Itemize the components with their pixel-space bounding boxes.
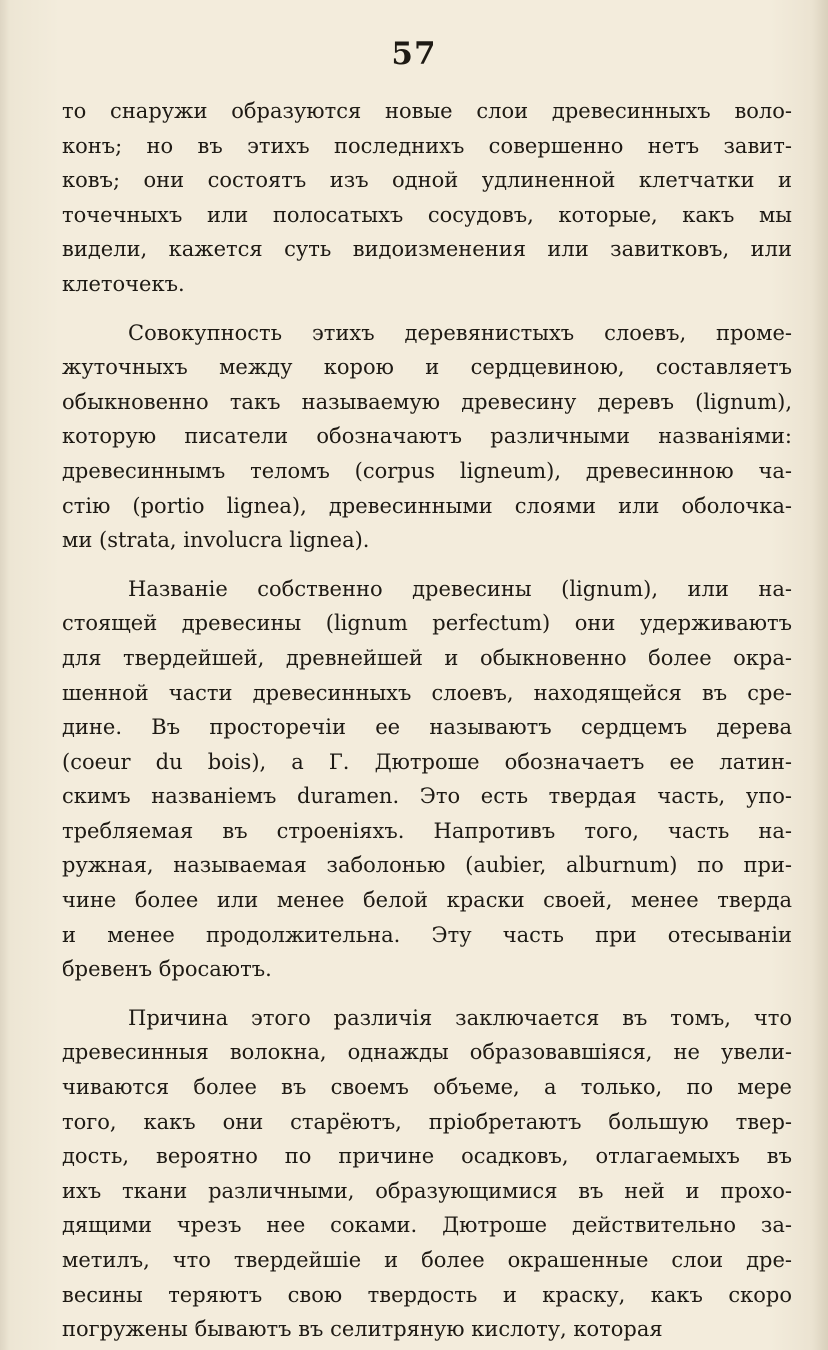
text-line: шенной части древесинныхъ слоевъ, находящейся въ сре- (62, 680, 792, 705)
text-line: обыкновенно такъ называемую древесину деревъ (lignum), (62, 389, 792, 414)
text-line: для твердейшей, древнейшей и обыкновенно более окра- (62, 645, 792, 670)
text-line: весины теряютъ свою твердость и краску, какъ скоро (62, 1282, 792, 1307)
text-line: дость, вероятно по причине осадковъ, отлагаемыхъ въ (62, 1144, 792, 1169)
text-line: то снаружи образуются новые слои древесинныхъ воло- (62, 99, 792, 123)
text-line: погружены бываютъ въ селитряную кислоту, которая (62, 1317, 663, 1342)
text-line: и менее продолжительна. Эту часть при отесываніи (62, 922, 792, 947)
text-line: (coeur du bois), а Г. Дютроше обозначаетъ ее латин- (62, 749, 792, 774)
text-line: того, какъ они старёютъ, пріобретаютъ большую твер- (62, 1109, 792, 1134)
text-line: древесиннымъ теломъ (corpus ligneum), древесинною ча- (62, 458, 792, 483)
text-line: конъ; но въ этихъ последнихъ совершенно нетъ завит- (62, 133, 792, 158)
text-line: ми (strata, involucra lignea). (62, 528, 370, 553)
paragraph (62, 572, 792, 987)
text-line: стоящей древесины (lignum perfectum) они удерживаютъ (62, 611, 792, 636)
text-line: требляемая въ строеніяхъ. Напротивъ того, часть на- (62, 818, 792, 843)
text-line: точечныхъ или полосатыхъ сосудовъ, которые, какъ мы (62, 202, 792, 227)
text-line: стію (portio lignea), древесинными слоями или оболочка- (62, 493, 792, 518)
text-line: ковъ; они состоятъ изъ одной удлиненной клетчатки и (62, 168, 792, 193)
text-line: Причина этого различія заключается въ томъ, что (128, 1005, 792, 1030)
paragraph (62, 316, 792, 558)
text-line: видели, кажется суть видоизменения или завитковъ, или (62, 237, 792, 262)
text-line: Совокупность этихъ деревянистыхъ слоевъ, проме- (128, 320, 792, 345)
text-line: чиваются более въ своемъ объеме, а только, по мере (62, 1075, 792, 1100)
paragraph-gap (62, 987, 792, 1001)
text-line: скимъ названіемъ duramen. Это есть твердая часть, упо- (62, 784, 792, 809)
paragraph-gap (62, 558, 792, 572)
paragraph (62, 94, 792, 302)
text-line: метилъ, что твердейшіе и более окрашенные слои дре- (62, 1248, 792, 1272)
text-line: жуточныхъ между корою и сердцевиною, составляетъ (62, 355, 792, 380)
text-line: ружная, называемая заболонью (aubier, alburnum) по при- (62, 853, 792, 878)
text-line: дящими чрезъ нее соками. Дютроше действительно за- (62, 1213, 792, 1238)
paragraph-gap (62, 302, 792, 316)
text-line: древесинныя волокна, однажды образовавшіяся, не увели- (62, 1040, 792, 1065)
text-line: чине более или менее белой краски своей, менее тверда (62, 888, 792, 913)
text-line: которую писатели обозначаютъ различными названіями: (62, 424, 792, 449)
paragraph (62, 1001, 792, 1347)
text-line: бревенъ бросаютъ. (62, 957, 272, 982)
text-line: ихъ ткани различными, образующимися въ ней и прохо- (62, 1178, 792, 1203)
text-line: дине. Въ просторечіи ее называютъ сердцемъ дерева (62, 715, 792, 740)
body-text (62, 94, 792, 1347)
page-number: 57 (391, 36, 437, 72)
text-line: Названіе собственно древесины (lignum), или на- (128, 576, 792, 601)
text-line: клеточекъ. (62, 271, 185, 296)
